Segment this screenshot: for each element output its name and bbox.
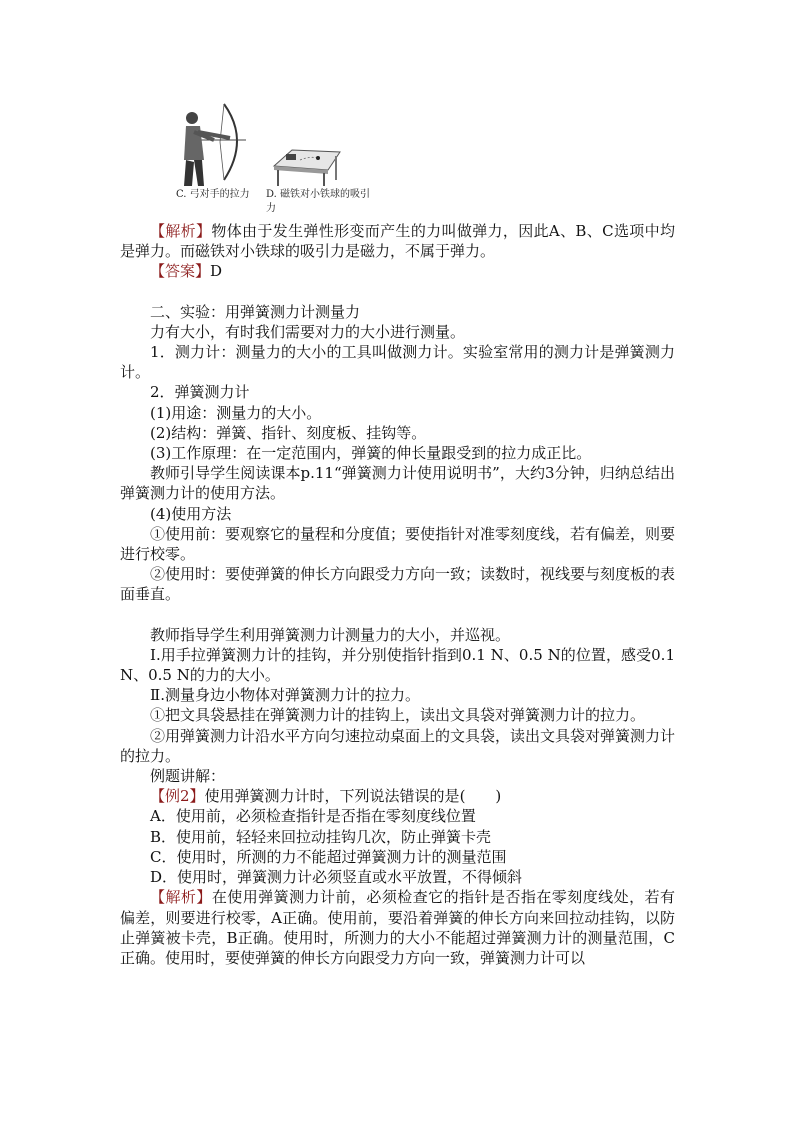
archer-image <box>180 100 250 186</box>
paragraph: (1)用途：测量力的大小。 <box>150 403 322 422</box>
paragraph: 教师引导学生阅读课本p.11“弹簧测力计使用说明书”，大约3分钟，归纳总结出弹簧测力计的使用方法。 <box>120 464 675 503</box>
figure-d-caption: D. 磁铁对小铁球的吸引力 <box>266 189 371 214</box>
answer-blank: ( ) <box>459 787 502 806</box>
paragraph: 例题讲解： <box>150 767 226 786</box>
section-heading: 二、实验：用弹簧测力计测量力 <box>150 302 361 321</box>
paragraph: 【解析】物体由于发生弹性形变而产生的力叫做弹力，因此A、B、C选项中均是弹力。而磁铁对小铁球的吸引力是磁力，不属于弹力。 <box>120 222 675 261</box>
paragraph: 教师指导学生利用弹簧测力计测量力的大小，并巡视。 <box>150 625 511 644</box>
paragraph: ①把文具袋悬挂在弹簧测力计的挂钩上，读出文具袋对弹簧测力计的拉力。 <box>150 706 646 725</box>
example-question <box>120 786 675 806</box>
example-tag: 【例2】 <box>150 787 205 806</box>
paragraph: (2)结构：弹簧、指针、刻度板、挂钩等。 <box>150 423 427 442</box>
analysis-tag: 【解析】 <box>150 222 212 240</box>
figure-c-caption: C. 弓对手的拉力 <box>176 189 250 200</box>
paragraph: Ⅰ.用手拉弹簧测力计的挂钩，并分别使指针指到0.1 N、0.5 N的位置，感受0.1 N、0.5 N的力的大小。 <box>120 645 675 685</box>
paragraph: 力有大小，有时我们需要对力的大小进行测量。 <box>150 322 466 341</box>
magnet-ball-image <box>270 140 342 186</box>
analysis-tag: 【解析】 <box>150 888 212 907</box>
paragraph: ②用弹簧测力计沿水平方向匀速拉动桌面上的文具袋，读出文具袋对弹簧测力计的拉力。 <box>120 726 676 765</box>
paragraph: (3)工作原理：在一定范围内，弹簧的伸长量跟受到的拉力成正比。 <box>150 444 592 463</box>
answer-tag: 【答案】 <box>150 262 211 281</box>
option-b: B．使用前，轻轻来回拉动挂钩几次，防止弹簧卡壳 <box>150 827 492 846</box>
option-d: D．使用时，弹簧测力计必须竖直或水平放置，不得倾斜 <box>150 868 523 887</box>
option-a: A．使用前，必须检查指针是否指在零刻度线位置 <box>150 807 476 826</box>
example-analysis: 【解析】在使用弹簧测力计前，必须检查它的指针是否指在零刻度线处，若有偏差，则要进行校零，A正确。使用前，要沿着弹簧的伸长方向来回拉动挂钩，以防止弹簧被卡壳，B正确。使用时，所测力的大小不能超过弹簧测力计的测量范围，C正确。使用时，要使弹簧的伸长方向跟受力方向一致，弹簧测力计可以 <box>120 888 675 967</box>
paragraph: 2．弹簧测力计 <box>150 383 250 402</box>
paragraph: Ⅱ.测量身边小物体对弹簧测力计的拉力。 <box>150 686 420 705</box>
example-question-text: 使用弹簧测力计时，下列说法错误的是 <box>204 787 460 806</box>
option-c: C．使用时，所测的力不能超过弹簧测力计的测量范围 <box>150 847 507 866</box>
figure-row <box>140 100 400 220</box>
paragraph: ①使用前：要观察它的量程和分度值；要使指针对准零刻度线，若有偏差，则要进行校零。 <box>120 524 676 564</box>
paragraph: 【答案】D <box>150 262 223 281</box>
paragraph: (4)使用方法 <box>150 504 232 523</box>
paragraph: ②使用时：要使弹簧的伸长方向跟受力方向一致；读数时，视线要与刻度板的表面垂直。 <box>120 565 676 604</box>
paragraph: 1．测力计：测量力的大小的工具叫做测力计。实验室常用的测力计是弹簧测力计。 <box>120 343 675 382</box>
document-body <box>120 221 675 968</box>
